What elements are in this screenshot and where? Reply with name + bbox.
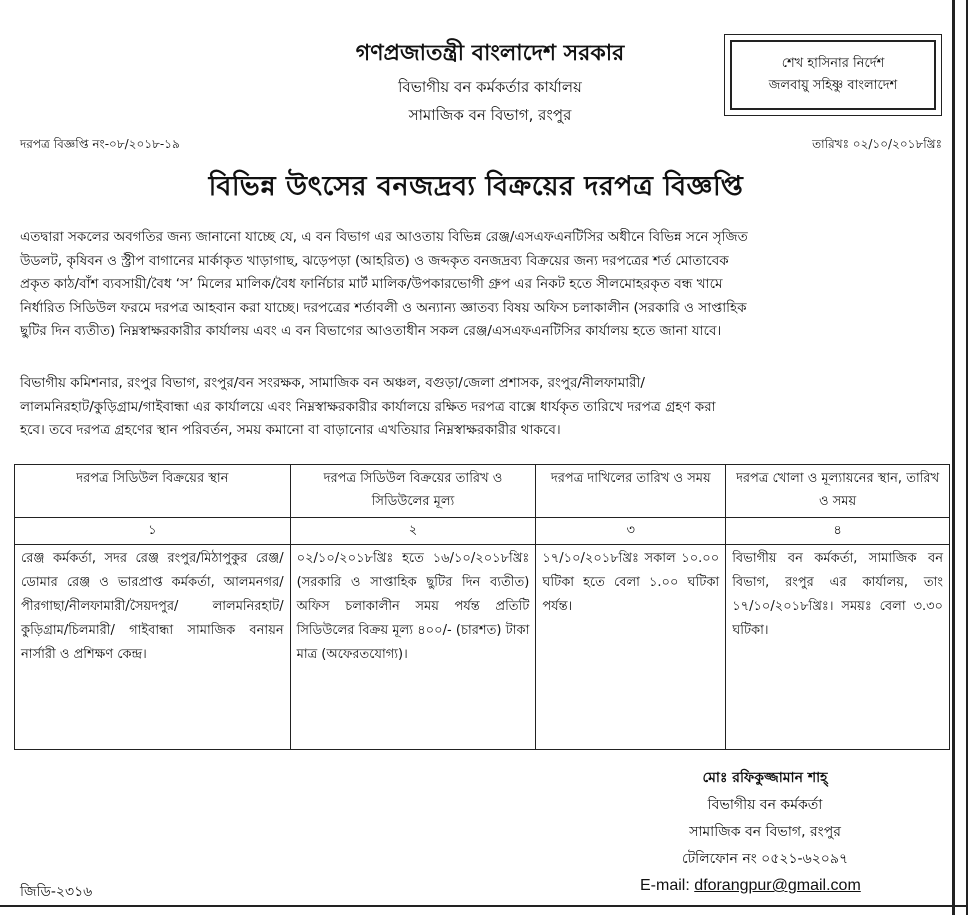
notice-date: তারিখঃ ০২/১০/২০১৮খ্রিঃ bbox=[812, 137, 942, 151]
paragraph-line: লালমনিরহাট/কুড়িগ্রাম/গাইবান্ধা এর কার্যালয়ে এবং নিম্নস্বাক্ষরকারীর কার্যালয়ে রক্ষিত দরপত্র বাক্সে ধার্যকৃত তারিখে দরপত্র গ্রহণ করা bbox=[20, 398, 716, 415]
column-number: ১ bbox=[15, 518, 291, 545]
cell-sale-period-price: ০২/১০/২০১৮খ্রিঃ হতে ১৬/১০/২০১৮খ্রিঃ (সরকারি ও সাপ্তাহিক ছুটির দিন ব্যতীত) অফিস চলাকালীন সময় পর্যন্ত প্রতিটি সিডিউলের বিক্রয় মূল্য ৪০০/- (চারশত) টাকা মাত্র (অফেরতযোগ্য)। bbox=[290, 545, 536, 750]
paragraph-submission bbox=[20, 372, 940, 443]
paragraph-line: নির্ধারিত সিডিউল ফরমে দরপত্র আহবান করা যাচ্ছে। দরপত্রের শর্তাবলী ও অন্যান্য জ্ঞাতব্য বিষয় অফিস চলাকালীন (সরকারি ও সাপ্তাহিক bbox=[20, 299, 747, 316]
column-number: ২ bbox=[290, 518, 536, 545]
right-border-line-outer bbox=[966, 0, 968, 915]
paragraph-line: প্রকৃত কাঠ/বাঁশ ব্যবসায়ী/বৈধ ‘স’ মিলের মালিক/বৈধ ফার্নিচার মার্ট মালিক/উপকারভোগী গ্রুপ এর নিকট হতে সীলমোহরকৃত বন্ধ খামে bbox=[20, 276, 723, 292]
column-number: ৩ bbox=[536, 518, 726, 545]
notice-reference-number: দরপত্র বিজ্ঞপ্তি নং-০৮/২০১৮-১৯ bbox=[20, 137, 180, 151]
paragraph-line: বিভাগীয় কমিশনার, রংপুর বিভাগ, রংপুর/বন সংরক্ষক, সামাজিক বন অঞ্চল, বগুড়া/জেলা প্রশাসক, রংপুর/নীলফামারী/ bbox=[20, 375, 645, 391]
division-heading: সামাজিক বন বিভাগ, রংপুর bbox=[408, 106, 572, 124]
office-heading: বিভাগীয় বন কর্মকর্তার কার্যালয় bbox=[398, 78, 582, 96]
header-cell-sale-date-price: দরপত্র সিডিউল বিক্রয়ের তারিখ ও সিডিউলের মূল্য bbox=[290, 465, 536, 518]
slogan-box bbox=[730, 40, 936, 110]
column-number: ৪ bbox=[726, 518, 950, 545]
slogan-line-2: জলবায়ু সহিষ্ণু বাংলাদেশ bbox=[768, 78, 898, 93]
signatory-email bbox=[640, 877, 861, 895]
slogan-line-1: শেখ হাসিনার নির্দেশ bbox=[781, 56, 885, 71]
header-cell-opening-info: দরপত্র খোলা ও মূল্যায়নের স্থান, তারিখ ও সময় bbox=[726, 465, 950, 518]
gd-number: জিডি-২৩১৬ bbox=[20, 884, 93, 900]
paragraph-line: হবে। তবে দরপত্র গ্রহণের স্থান পরিবর্তন, সময় কমানো বা বাড়ানোর এখতিয়ার নিম্নস্বাক্ষরকারীর থাকবে। bbox=[20, 422, 561, 438]
signatory-designation: বিভাগীয় বন কর্মকর্তা bbox=[707, 797, 823, 813]
cell-submission-time: ১৭/১০/২০১৮খ্রিঃ সকাল ১০.০০ ঘটিকা হতে বেলা ১.০০ ঘটিকা পর্যন্ত। bbox=[536, 545, 726, 750]
notice-title: বিভিন্ন উৎসের বনজদ্রব্য বিক্রয়ের দরপত্র বিজ্ঞপ্তি bbox=[208, 171, 744, 202]
paragraph-line: ছুটির দিন ব্যতীত) নিম্নস্বাক্ষরকারীর কার্যালয় এবং এ বন বিভাগের আওতাধীন সকল রেঞ্জ/এসএফএনটিসির কার্যালয় হতে জানা যাবে। bbox=[20, 323, 722, 339]
email-address-link[interactable]: dforangpur@gmail.com bbox=[694, 877, 861, 894]
header-cell-submission-date: দরপত্র দাখিলের তারিখ ও সময় bbox=[536, 465, 726, 518]
table-header-row bbox=[15, 465, 950, 518]
cell-opening-details: বিভাগীয় বন কর্মকর্তা, সামাজিক বন বিভাগ, রংপুর এর কার্যালয়, তাং ১৭/১০/২০১৮খ্রিঃ। সময়ঃ বেলা ৩.৩০ ঘটিকা। bbox=[726, 545, 950, 750]
email-label: E-mail: bbox=[640, 877, 690, 894]
header-cell-sale-place: দরপত্র সিডিউল বিক্রয়ের স্থান bbox=[15, 465, 291, 518]
paragraph-line: এতদ্বারা সকলের অবগতির জন্য জানানো যাচ্ছে যে, এ বন বিভাগ এর আওতায় বিভিন্ন রেঞ্জ/এসএফএনটিসির অধীনে বিভিন্ন সনে সৃজিত bbox=[20, 229, 748, 245]
table-row bbox=[15, 545, 950, 750]
signatory-phone: টেলিফোন নং ০৫২১-৬২০৯৭ bbox=[681, 851, 849, 867]
cell-sale-places: রেঞ্জ কর্মকর্তা, সদর রেঞ্জ রংপুর/মিঠাপুকুর রেঞ্জ/ডোমার রেঞ্জ ও ভারপ্রাপ্ত কর্মকর্তা, আলমনগর/ পীরগাছা/নীলফামারী/সৈয়দপুর/ লালমনিরহাট/কুড়িগ্রাম/চিলমারী/ গাইবান্ধা সামাজিক বনায়ন নার্সারী ও প্রশিক্ষণ কেন্দ্র। bbox=[15, 545, 291, 750]
signatory-name: মোঃ রফিকুজ্জামান শাহ্‌ bbox=[702, 770, 828, 786]
signatory-office: সামাজিক বন বিভাগ, রংপুর bbox=[689, 824, 841, 840]
paragraph-intro bbox=[20, 226, 940, 344]
paragraph-line: উডলট, কৃষিবন ও স্ট্রীপ বাগানের মার্কাকৃত খাড়াগাছ, ঝড়েপড়া (আহরিত) ও জব্দকৃত বনজদ্রব্য বিক্রয়ের জন্য দরপত্রের শর্ত মোতাবেক bbox=[20, 252, 729, 269]
table-number-row bbox=[15, 518, 950, 545]
schedule-table bbox=[14, 464, 950, 750]
bottom-border-line bbox=[0, 905, 968, 907]
right-border-line bbox=[952, 0, 955, 915]
government-heading: গণপ্রজাতন্ত্রী বাংলাদেশ সরকার bbox=[355, 41, 625, 66]
